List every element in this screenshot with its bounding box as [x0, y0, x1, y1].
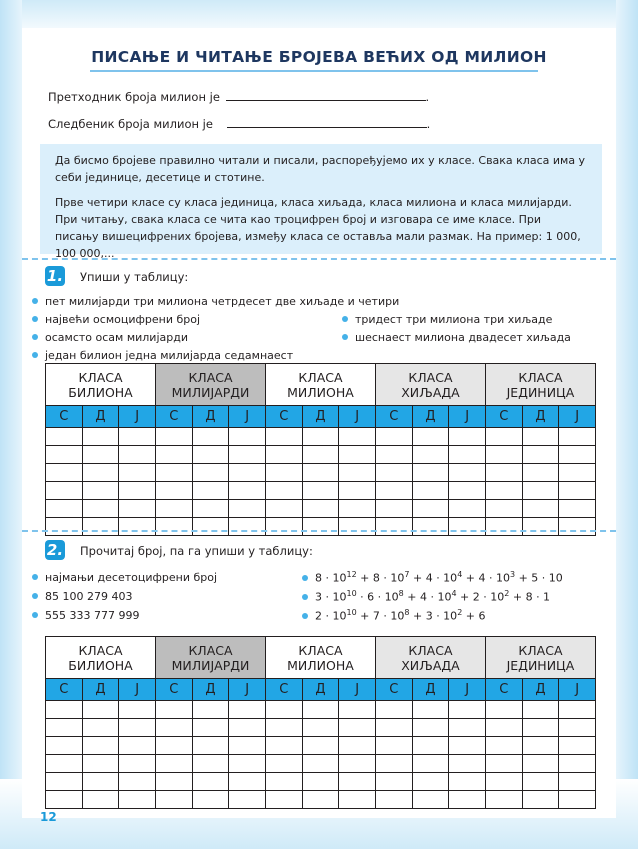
table-cell[interactable]: [339, 719, 376, 737]
table-cell[interactable]: [192, 719, 229, 737]
table-cell[interactable]: [559, 773, 596, 791]
table-cell[interactable]: [302, 482, 339, 500]
table-cell[interactable]: [46, 773, 83, 791]
table-cell[interactable]: [266, 500, 303, 518]
bullet-icon: [342, 316, 348, 322]
table-cell[interactable]: [266, 518, 303, 536]
table-cell[interactable]: [192, 773, 229, 791]
table-cell[interactable]: [449, 791, 486, 809]
period: .: [425, 90, 430, 104]
bullet-icon: [32, 574, 38, 580]
digit-header-row: [46, 406, 596, 428]
task1-item: највећи осмоцифрени број: [32, 313, 200, 326]
table-cell[interactable]: [46, 701, 83, 719]
table-cell[interactable]: [156, 518, 193, 536]
table-row: [46, 446, 596, 464]
table-cell[interactable]: [375, 464, 412, 482]
table-row: [46, 773, 596, 791]
table-cell[interactable]: [375, 773, 412, 791]
digit-header: С: [46, 679, 83, 701]
digit-header-row: [46, 679, 596, 701]
table-cell[interactable]: [156, 464, 193, 482]
bullet-icon: [302, 575, 308, 581]
table-cell[interactable]: [119, 701, 156, 719]
info-paragraph-2: Прве четири класе су класа јединица, класа хиљада, класа милиона и класа милијарди. При читању, свака класа се чита као троцифрен број и изговара се име класе. При писању вишецифрених бројева, између класа се оставља мали размак. На пример: 1 000, 100 000,...: [55, 196, 581, 260]
table-cell[interactable]: [46, 719, 83, 737]
table-cell[interactable]: [156, 482, 193, 500]
table-cell[interactable]: [119, 737, 156, 755]
table-cell[interactable]: [412, 737, 449, 755]
digit-header: Ј: [229, 679, 266, 701]
table-cell[interactable]: [339, 755, 376, 773]
table-cell[interactable]: [449, 518, 486, 536]
table-cell[interactable]: [449, 701, 486, 719]
table-cell[interactable]: [46, 446, 83, 464]
table-cell[interactable]: [82, 428, 119, 446]
info-paragraph-1: Да бисмо бројеве правилно читали и писали, распоређујемо их у класе. Свака класа има у себи јединице, десетице и стотине.: [55, 154, 586, 184]
table-cell[interactable]: [229, 482, 266, 500]
task2-expression: $8 \cdot 10^{12} + 8 \cdot 10^7 + 4 \cdot 10^4 + 4 \cdot 10^3 + 5 \cdot 10$: [302, 570, 563, 585]
table-cell[interactable]: [559, 464, 596, 482]
class-header: КЛАСА ЈЕДИНИЦА: [485, 364, 595, 406]
table-cell[interactable]: [119, 446, 156, 464]
table-cell[interactable]: [559, 755, 596, 773]
table-cell[interactable]: [375, 428, 412, 446]
table-cell[interactable]: [449, 428, 486, 446]
table-cell[interactable]: [449, 773, 486, 791]
table-cell[interactable]: [375, 446, 412, 464]
table-cell[interactable]: [412, 755, 449, 773]
table-row: [46, 791, 596, 809]
table-cell[interactable]: [302, 791, 339, 809]
digit-header: Д: [302, 406, 339, 428]
table-cell[interactable]: [522, 464, 559, 482]
table-cell[interactable]: [119, 500, 156, 518]
table-cell[interactable]: [522, 482, 559, 500]
table-cell[interactable]: [559, 791, 596, 809]
table-cell[interactable]: [192, 482, 229, 500]
table-cell[interactable]: [82, 518, 119, 536]
table-cell[interactable]: [449, 755, 486, 773]
digit-header: С: [156, 679, 193, 701]
table-cell[interactable]: [485, 428, 522, 446]
task2-expression: $3 \cdot 10^{10} \cdot 6 \cdot 10^8 + 4 \cdot 10^4 + 2 \cdot 10^2 + 8 \cdot 1$: [302, 589, 550, 604]
table-cell[interactable]: [266, 428, 303, 446]
table-cell[interactable]: [266, 719, 303, 737]
digit-header: Ј: [339, 406, 376, 428]
table-row: [46, 518, 596, 536]
bullet-icon: [342, 334, 348, 340]
table-cell[interactable]: [229, 701, 266, 719]
table-cell[interactable]: [559, 719, 596, 737]
table-cell[interactable]: [485, 482, 522, 500]
table-row: [46, 464, 596, 482]
class-header: КЛАСА МИЛИОНА: [266, 364, 376, 406]
table-cell[interactable]: [522, 791, 559, 809]
bullet-icon: [302, 613, 308, 619]
table-cell[interactable]: [156, 719, 193, 737]
digit-header: Д: [522, 679, 559, 701]
table-cell[interactable]: [412, 428, 449, 446]
table-cell[interactable]: [192, 737, 229, 755]
table-cell[interactable]: [46, 428, 83, 446]
table-cell[interactable]: [119, 791, 156, 809]
table-cell[interactable]: [302, 428, 339, 446]
table-cell[interactable]: [192, 518, 229, 536]
bullet-icon: [32, 298, 38, 304]
table-cell[interactable]: [375, 755, 412, 773]
table-cell[interactable]: [82, 701, 119, 719]
digit-header: С: [46, 406, 83, 428]
table-cell[interactable]: [412, 719, 449, 737]
table-cell[interactable]: [522, 446, 559, 464]
page-left-band: [0, 0, 22, 849]
digit-header: Д: [302, 679, 339, 701]
task1-number-badge: 1.: [46, 267, 64, 285]
table-cell[interactable]: [119, 464, 156, 482]
table-cell[interactable]: [119, 719, 156, 737]
table-cell[interactable]: [156, 773, 193, 791]
table-cell[interactable]: [375, 719, 412, 737]
table-cell[interactable]: [559, 446, 596, 464]
table-cell[interactable]: [119, 755, 156, 773]
successor-text: Следбеник броја милион је: [48, 117, 213, 131]
table-cell[interactable]: [339, 446, 376, 464]
class-header: КЛАСА МИЛИЈАРДИ: [156, 364, 266, 406]
info-box: [40, 144, 602, 260]
digit-header: Ј: [119, 406, 156, 428]
table-cell[interactable]: [192, 428, 229, 446]
class-header: КЛАСА БИЛИОНА: [46, 364, 156, 406]
table-cell[interactable]: [156, 500, 193, 518]
table-cell[interactable]: [119, 482, 156, 500]
table-cell[interactable]: [229, 464, 266, 482]
table-cell[interactable]: [82, 773, 119, 791]
table-cell[interactable]: [229, 719, 266, 737]
section-divider: [22, 258, 616, 260]
table-cell[interactable]: [302, 518, 339, 536]
digit-header: С: [485, 679, 522, 701]
table-cell[interactable]: [485, 737, 522, 755]
table-cell[interactable]: [485, 755, 522, 773]
table-cell[interactable]: [119, 428, 156, 446]
table-cell[interactable]: [485, 464, 522, 482]
table-cell[interactable]: [375, 500, 412, 518]
digit-header: Ј: [449, 679, 486, 701]
table-cell[interactable]: [156, 755, 193, 773]
table-cell[interactable]: [82, 482, 119, 500]
table-cell[interactable]: [266, 755, 303, 773]
table-cell[interactable]: [449, 464, 486, 482]
table-cell[interactable]: [339, 737, 376, 755]
table-cell[interactable]: [229, 500, 266, 518]
table-cell[interactable]: [302, 464, 339, 482]
table-cell[interactable]: [46, 464, 83, 482]
table-cell[interactable]: [156, 446, 193, 464]
successor-row: [48, 117, 430, 131]
table-cell[interactable]: [266, 464, 303, 482]
task2-expression: $2 \cdot 10^{10} + 7 \cdot 10^8 + 3 \cdot 10^2 + 6$: [302, 608, 486, 623]
table-cell[interactable]: [229, 791, 266, 809]
digit-header: Ј: [119, 679, 156, 701]
class-header-row: [46, 364, 596, 406]
table-row: [46, 428, 596, 446]
table-cell[interactable]: [375, 518, 412, 536]
table-cell[interactable]: [375, 701, 412, 719]
table-cell[interactable]: [82, 500, 119, 518]
table-cell[interactable]: [559, 518, 596, 536]
table-cell[interactable]: [485, 500, 522, 518]
table-cell[interactable]: [412, 518, 449, 536]
table-cell[interactable]: [229, 773, 266, 791]
bullet-icon: [32, 316, 38, 322]
table-cell[interactable]: [412, 773, 449, 791]
table-cell[interactable]: [302, 755, 339, 773]
table-cell[interactable]: [46, 737, 83, 755]
table-cell[interactable]: [156, 791, 193, 809]
task1-item: један билион једна милијарда седамнаест: [32, 349, 293, 362]
task1-item: пет милијарди три милиона четрдесет две хиљаде и четири: [32, 295, 399, 308]
table-cell[interactable]: [485, 446, 522, 464]
table-cell[interactable]: [46, 482, 83, 500]
table-cell[interactable]: [266, 791, 303, 809]
table-cell[interactable]: [522, 719, 559, 737]
digit-header: С: [266, 679, 303, 701]
table-cell[interactable]: [412, 446, 449, 464]
table-cell[interactable]: [412, 701, 449, 719]
predecessor-row: [48, 90, 429, 104]
table-row: [46, 755, 596, 773]
table-cell[interactable]: [82, 464, 119, 482]
table-cell[interactable]: [192, 791, 229, 809]
table-row: [46, 737, 596, 755]
table-cell[interactable]: [156, 701, 193, 719]
table-cell[interactable]: [302, 737, 339, 755]
title-underline: [90, 70, 538, 72]
table-cell[interactable]: [82, 791, 119, 809]
table-cell[interactable]: [339, 791, 376, 809]
table-cell[interactable]: [156, 737, 193, 755]
table-cell[interactable]: [302, 773, 339, 791]
table-cell[interactable]: [46, 791, 83, 809]
period: .: [426, 117, 431, 131]
digit-header: Д: [192, 679, 229, 701]
table-cell[interactable]: [266, 737, 303, 755]
table-cell[interactable]: [559, 500, 596, 518]
table-cell[interactable]: [412, 464, 449, 482]
table-cell[interactable]: [229, 737, 266, 755]
table-cell[interactable]: [229, 446, 266, 464]
table-cell[interactable]: [229, 428, 266, 446]
digit-header: Д: [82, 406, 119, 428]
table-row: [46, 482, 596, 500]
table-cell[interactable]: [522, 737, 559, 755]
table-cell[interactable]: [82, 719, 119, 737]
table-cell[interactable]: [522, 755, 559, 773]
table-cell[interactable]: [522, 701, 559, 719]
number-table-2: [45, 636, 596, 809]
table-cell[interactable]: [559, 482, 596, 500]
digit-header: С: [266, 406, 303, 428]
table-cell[interactable]: [522, 518, 559, 536]
successor-blank[interactable]: [227, 118, 427, 128]
bullet-icon: [302, 594, 308, 600]
table-cell[interactable]: [82, 737, 119, 755]
digit-header: Ј: [339, 679, 376, 701]
table-cell[interactable]: [485, 701, 522, 719]
table-cell[interactable]: [412, 791, 449, 809]
table-cell[interactable]: [339, 701, 376, 719]
table-cell[interactable]: [302, 446, 339, 464]
digit-header: С: [156, 406, 193, 428]
class-header: КЛАСА МИЛИОНА: [266, 637, 376, 679]
task2-item: најмањи десетоцифрени број: [32, 571, 217, 584]
digit-header: С: [375, 406, 412, 428]
table-cell[interactable]: [192, 464, 229, 482]
table-cell[interactable]: [339, 464, 376, 482]
table-cell[interactable]: [192, 446, 229, 464]
digit-header: Ј: [559, 406, 596, 428]
task2-item: 555 333 777 999: [32, 609, 139, 622]
table-cell[interactable]: [485, 791, 522, 809]
table-cell[interactable]: [412, 500, 449, 518]
table-cell[interactable]: [449, 719, 486, 737]
table-cell[interactable]: [229, 755, 266, 773]
task1-item: осамсто осам милијарди: [32, 331, 188, 344]
digit-header: С: [485, 406, 522, 428]
table-cell[interactable]: [192, 701, 229, 719]
table-cell[interactable]: [522, 500, 559, 518]
table-cell[interactable]: [449, 737, 486, 755]
table-cell[interactable]: [46, 755, 83, 773]
table-cell[interactable]: [522, 773, 559, 791]
task1-item: тридест три милиона три хиљаде: [342, 313, 552, 326]
digit-header: Ј: [229, 406, 266, 428]
table-cell[interactable]: [156, 428, 193, 446]
bullet-icon: [32, 334, 38, 340]
table-cell[interactable]: [266, 701, 303, 719]
table-cell[interactable]: [449, 500, 486, 518]
table-cell[interactable]: [266, 482, 303, 500]
bullet-icon: [32, 593, 38, 599]
digit-header: Д: [412, 406, 449, 428]
task2-number-badge: 2.: [46, 541, 64, 559]
class-header: КЛАСА ХИЉАДА: [375, 364, 485, 406]
table-cell[interactable]: [485, 719, 522, 737]
table-cell[interactable]: [119, 518, 156, 536]
digit-header: Д: [192, 406, 229, 428]
digit-header: Ј: [559, 679, 596, 701]
table-cell[interactable]: [449, 446, 486, 464]
table-cell[interactable]: [339, 482, 376, 500]
page-title: ПИСАЊЕ И ЧИТАЊЕ БРОЈЕВА ВЕЋИХ ОД МИЛИОН: [91, 48, 547, 66]
table-cell[interactable]: [485, 518, 522, 536]
section-divider: [22, 530, 616, 532]
table-cell[interactable]: [559, 737, 596, 755]
digit-header: Д: [522, 406, 559, 428]
table-cell[interactable]: [119, 773, 156, 791]
class-header: КЛАСА ХИЉАДА: [375, 637, 485, 679]
digit-header: Ј: [449, 406, 486, 428]
table-row: [46, 719, 596, 737]
table-row: [46, 500, 596, 518]
class-header: КЛАСА ЈЕДИНИЦА: [485, 637, 595, 679]
table-cell[interactable]: [339, 773, 376, 791]
table-cell[interactable]: [559, 428, 596, 446]
task2-item: 85 100 279 403: [32, 590, 132, 603]
class-header-row: [46, 637, 596, 679]
table-cell[interactable]: [266, 446, 303, 464]
number-table-1: [45, 363, 596, 536]
table-cell[interactable]: [46, 518, 83, 536]
table-cell[interactable]: [302, 500, 339, 518]
page-right-band: [616, 0, 638, 849]
table-cell[interactable]: [192, 500, 229, 518]
predecessor-text: Претходник броја милион је: [48, 90, 220, 104]
task2-label: Прочитај број, па га упиши у таблицу:: [80, 544, 313, 558]
table-cell[interactable]: [375, 482, 412, 500]
table-cell[interactable]: [522, 428, 559, 446]
task1-label: Упиши у таблицу:: [80, 270, 189, 284]
table-cell[interactable]: [192, 755, 229, 773]
digit-header: С: [375, 679, 412, 701]
bullet-icon: [32, 612, 38, 618]
table-cell[interactable]: [82, 755, 119, 773]
page-number: 12: [40, 810, 57, 824]
table-cell[interactable]: [339, 500, 376, 518]
predecessor-blank[interactable]: [226, 91, 426, 101]
table-cell[interactable]: [449, 482, 486, 500]
class-header: КЛАСА БИЛИОНА: [46, 637, 156, 679]
table-cell[interactable]: [412, 482, 449, 500]
table-cell[interactable]: [375, 791, 412, 809]
digit-header: Д: [412, 679, 449, 701]
digit-header: Д: [82, 679, 119, 701]
table-cell[interactable]: [375, 737, 412, 755]
table-cell[interactable]: [229, 518, 266, 536]
table-cell[interactable]: [46, 500, 83, 518]
task1-item: шеснаест милиона двадесет хиљада: [342, 331, 571, 344]
bullet-icon: [32, 352, 38, 358]
table-cell[interactable]: [485, 773, 522, 791]
class-header: КЛАСА МИЛИЈАРДИ: [156, 637, 266, 679]
table-cell[interactable]: [302, 701, 339, 719]
table-cell[interactable]: [339, 518, 376, 536]
table-cell[interactable]: [339, 428, 376, 446]
table-cell[interactable]: [559, 701, 596, 719]
table-cell[interactable]: [302, 719, 339, 737]
table-row: [46, 701, 596, 719]
table-cell[interactable]: [82, 446, 119, 464]
table-cell[interactable]: [266, 773, 303, 791]
